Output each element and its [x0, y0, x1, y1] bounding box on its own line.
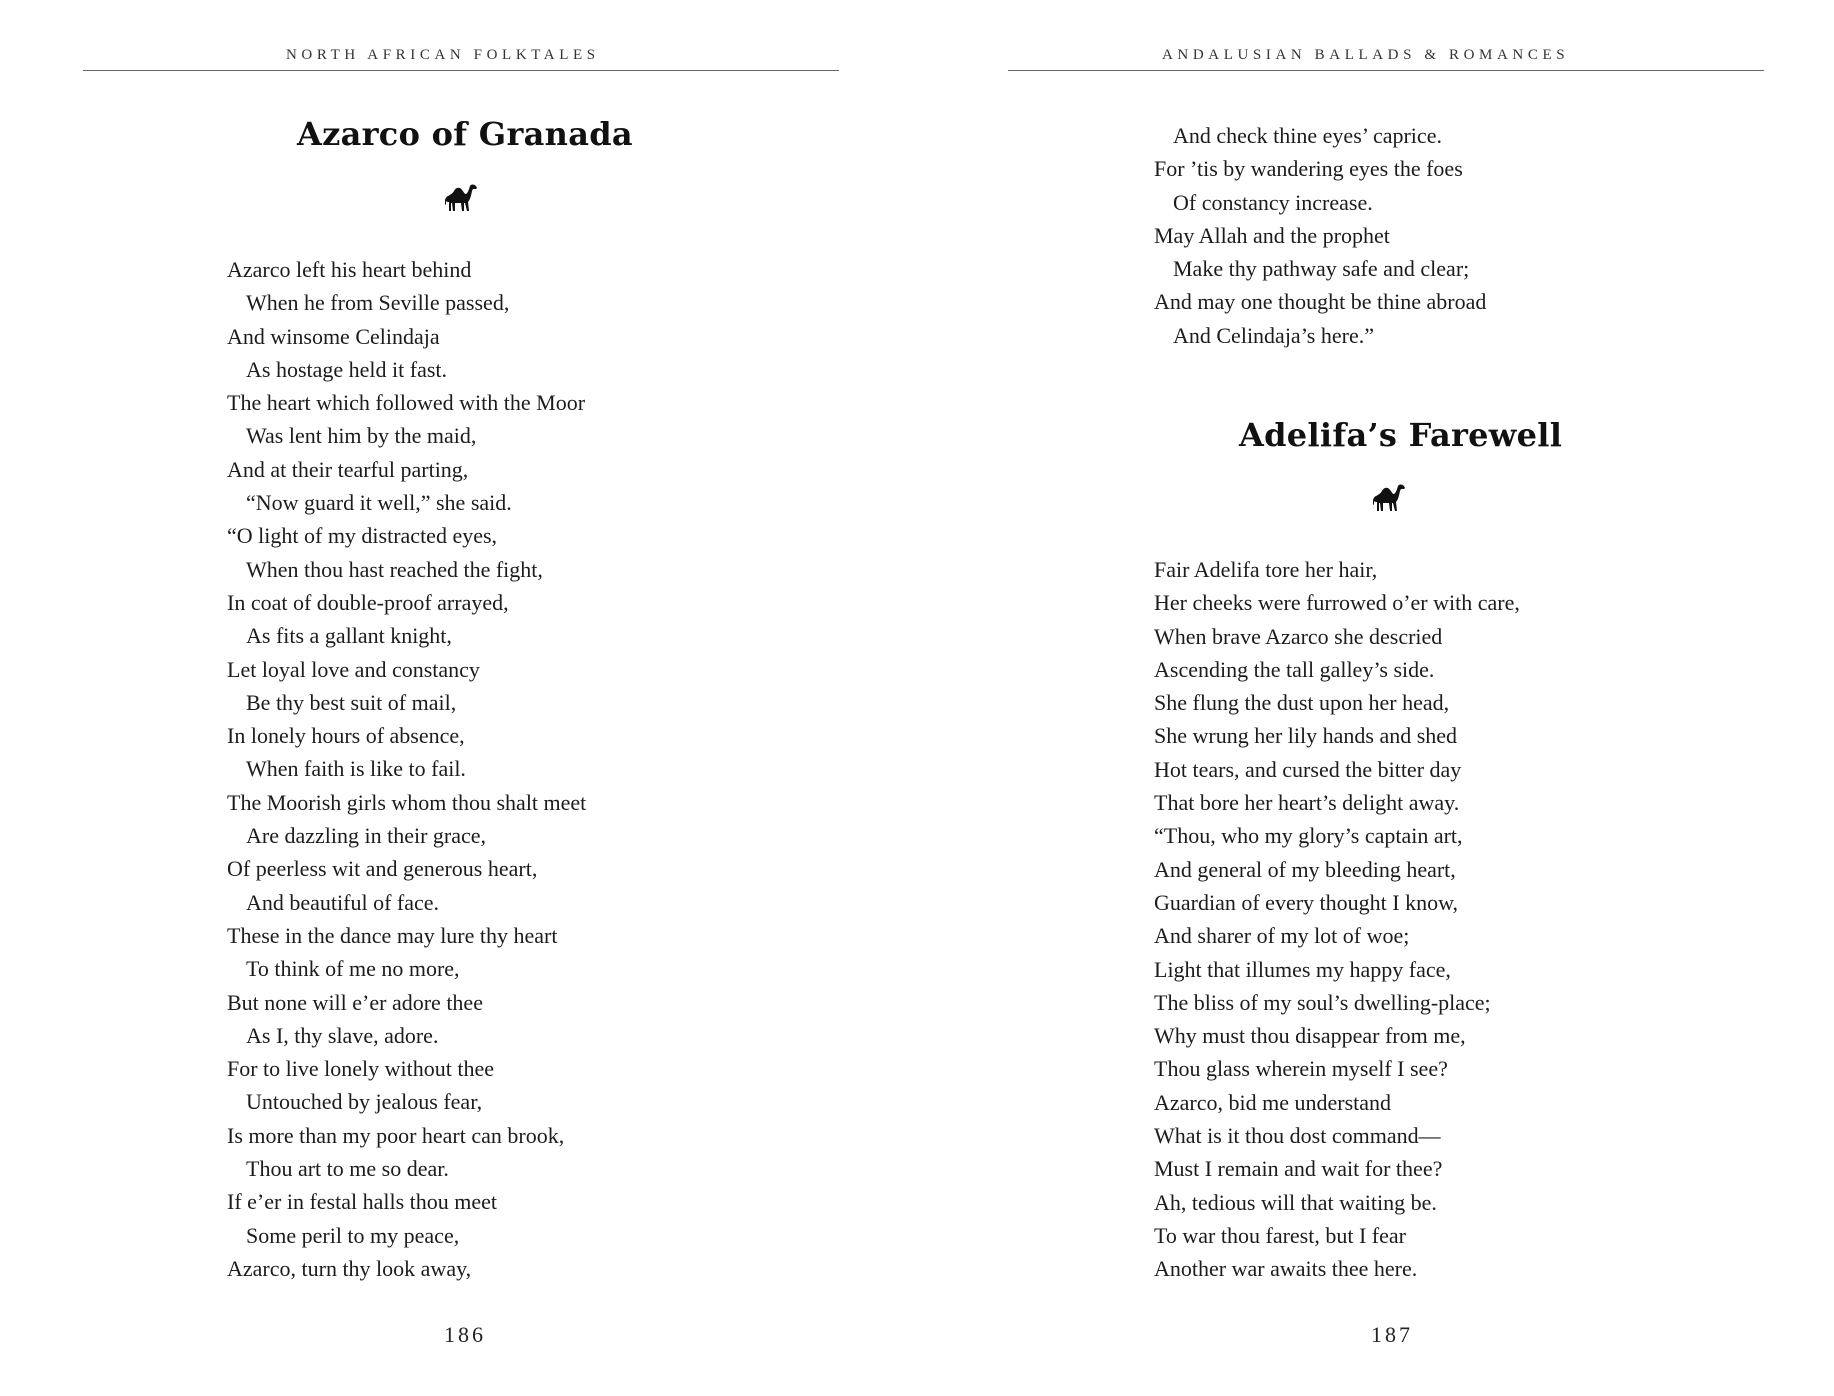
- verse-line: Her cheeks were furrowed o’er with care,: [1154, 590, 1520, 616]
- poem-title: Azarco of Granada: [297, 115, 633, 153]
- verse-line: She wrung her lily hands and shed: [1154, 723, 1458, 749]
- poem-verse: [1154, 553, 1520, 1286]
- verse-line: The heart which followed with the Moor: [227, 390, 586, 416]
- verse-line: The bliss of my soul’s dwelling-place;: [1154, 989, 1491, 1015]
- verse-line: Of peerless wit and generous heart,: [227, 856, 538, 882]
- verse-line: As I, thy slave, adore.: [246, 1022, 439, 1048]
- page-number: 187: [1371, 1322, 1413, 1347]
- verse-line: Must I remain and wait for thee?: [1154, 1156, 1443, 1182]
- verse-line: When brave Azarco she descried: [1154, 623, 1443, 649]
- page-number: 186: [444, 1322, 486, 1347]
- verse-line: Of constancy increase.: [1173, 189, 1373, 215]
- verse-line: Why must thou disappear from me,: [1154, 1023, 1466, 1049]
- verse-line: When he from Seville passed,: [246, 290, 510, 316]
- verse-line: Azarco, bid me understand: [1154, 1089, 1392, 1115]
- verse-line: And beautiful of face.: [246, 889, 440, 915]
- verse-line: That bore her heart’s delight away.: [1154, 790, 1460, 816]
- verse-line: For to live lonely without thee: [227, 1056, 495, 1082]
- verse-line: She flung the dust upon her head,: [1154, 690, 1450, 716]
- poem-verse-continued: [1154, 119, 1486, 352]
- verse-line: When thou hast reached the fight,: [246, 556, 543, 582]
- verse-line: And check thine eyes’ caprice.: [1173, 123, 1442, 148]
- verse-line: May Allah and the prophet: [1154, 222, 1390, 248]
- verse-line: These in the dance may lure thy heart: [227, 922, 558, 948]
- verse-line: If e’er in festal halls thou meet: [227, 1189, 498, 1215]
- verse-line: Is more than my poor heart can brook,: [227, 1122, 565, 1148]
- verse-line: As hostage held it fast.: [246, 356, 448, 382]
- verse-line: Thou art to me so dear.: [246, 1156, 449, 1182]
- verse-line: Light that illumes my happy face,: [1154, 956, 1451, 982]
- verse-line: And at their tearful parting,: [227, 456, 469, 482]
- verse-line: Ascending the tall galley’s side.: [1154, 656, 1435, 682]
- poem-verse: [227, 253, 586, 1285]
- verse-line: And general of my bleeding heart,: [1154, 856, 1456, 882]
- verse-line: Make thy pathway safe and clear;: [1173, 256, 1470, 282]
- verse-line: Ah, tedious will that waiting be.: [1154, 1189, 1437, 1215]
- verse-line: And winsome Celindaja: [227, 323, 440, 349]
- verse-line: What is it thou dost command—: [1154, 1123, 1441, 1149]
- verse-line: Was lent him by the maid,: [246, 423, 477, 449]
- verse-line: Let loyal love and constancy: [227, 656, 480, 682]
- verse-line: In coat of double-proof arrayed,: [227, 589, 509, 615]
- verse-line: Azarco left his heart behind: [227, 257, 472, 282]
- verse-line: But none will e’er adore thee: [227, 989, 483, 1015]
- verse-line: To war thou farest, but I fear: [1154, 1222, 1406, 1248]
- right-page: [917, 0, 1834, 1396]
- verse-line: Fair Adelifa tore her hair,: [1154, 557, 1378, 582]
- camel-icon: [443, 181, 479, 213]
- verse-line: Hot tears, and cursed the bitter day: [1154, 756, 1462, 782]
- verse-line: Thou glass wherein myself I see?: [1154, 1056, 1448, 1082]
- verse-line: When faith is like to fail.: [246, 756, 466, 782]
- running-head: NORTH AFRICAN FOLKTALES: [286, 47, 600, 63]
- verse-line: Another war awaits thee here.: [1154, 1256, 1418, 1282]
- verse-line: Azarco, turn thy look away,: [227, 1255, 472, 1281]
- verse-line: In lonely hours of absence,: [227, 723, 465, 749]
- verse-line: For ’tis by wandering eyes the foes: [1154, 156, 1463, 182]
- verse-line: To think of me no more,: [246, 956, 460, 982]
- verse-line: The Moorish girls whom thou shalt meet: [227, 789, 587, 815]
- verse-line: Guardian of every thought I know,: [1154, 889, 1459, 915]
- poem-title: Adelifa’s Farewell: [1239, 416, 1563, 454]
- verse-line: “Now guard it well,” she said.: [246, 490, 512, 516]
- verse-line: And Celindaja’s here.”: [1173, 322, 1374, 348]
- running-head: ANDALUSIAN BALLADS & ROMANCES: [1162, 47, 1570, 63]
- header-rule: [83, 70, 839, 71]
- verse-line: Are dazzling in their grace,: [246, 823, 487, 849]
- verse-line: Be thy best suit of mail,: [246, 689, 457, 715]
- verse-line: “O light of my distracted eyes,: [227, 523, 498, 549]
- verse-line: As fits a gallant knight,: [246, 623, 452, 649]
- verse-line: Untouched by jealous fear,: [246, 1089, 483, 1115]
- verse-line: Some peril to my peace,: [246, 1222, 460, 1248]
- verse-line: “Thou, who my glory’s captain art,: [1154, 823, 1463, 849]
- camel-icon: [1371, 481, 1407, 513]
- verse-line: And may one thought be thine abroad: [1154, 289, 1487, 315]
- header-rule: [1008, 70, 1764, 71]
- verse-line: And sharer of my lot of woe;: [1154, 923, 1410, 949]
